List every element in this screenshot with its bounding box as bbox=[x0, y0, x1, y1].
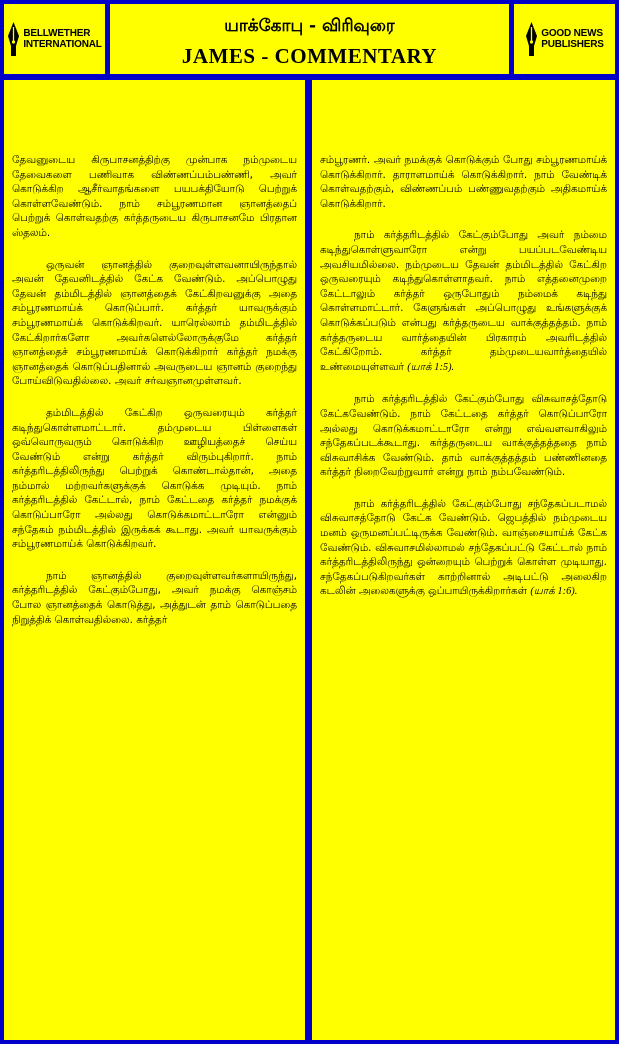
verse-reference: (யாக் 1:6). bbox=[530, 586, 578, 598]
left-paragraph-4: நாம் ஞானத்தில் குறைவுள்ளவர்களாயிருந்து, கர்த்தரிடத்தில் கேட்கும்போது, அவர் நமக்கு கொஞ்சம் போல ஞானத்தைக் கொடுத்து, அத்துடன் தாம் கொடுப்பதை நிறுத்திக் கொள்வதில்லை. கர்த்தர் bbox=[12, 569, 297, 626]
pen-nib-icon bbox=[7, 22, 20, 56]
good-news-line1: GOOD NEWS bbox=[541, 28, 603, 39]
right-paragraph-4 bbox=[320, 497, 607, 600]
left-paragraph-1: தேவனுடைய கிருபாசனத்திற்கு முன்பாக நம்முடைய தேவைகளை பணிவாக விண்ணப்பம்பண்ணி, அவர் கொடுக்கிற ஆசீர்வாதங்களை பயபக்தியோடு பெற்றுக் கொள்ளவேண்டும். நாம் சம்பூரணமான ஞானத்தைப் பெற்றுக் கொள்வதற்கு கர்த்தருடைய கிருபாசனமே பிரதான ஸ்தலம். bbox=[12, 154, 297, 239]
bellwether-line1: BELLWETHER bbox=[23, 28, 91, 39]
left-paragraph-2: ஒருவன் ஞானத்தில் குறைவுள்ளவனாயிருந்தால் அவன் தேவனிடத்தில் கேட்க வேண்டும். அப்பொழுது தேவன் தம்மிடத்தில் ஞானத்தைக் கேட்கிறவனுக்கு அதை சம்பூரணமாய்க் கொடுப்பார். கர்த்தர் யாவருக்கும் சம்பூரணமாய்க் கொடுக்கிறவர். யாரெல்லாம் தம்மிடத்தில் கேட்கிறார்களோ அவர்களெல்லோருக்குமே கர்த்தர் ஞானத்தைச் சம்பூரணமாய்க் கொடுக்கிறார் கர்த்தர் நமக்கு ஞானத்தைக் கொடுப்பதினால் அவருடைய ஞானம் குறைந்து போய்விடுவதில்லை. அவர் சர்வஞானமுள்ளவர். bbox=[12, 258, 297, 388]
right-column bbox=[312, 80, 615, 1040]
english-title: JAMES - COMMENTARY bbox=[181, 44, 438, 68]
left-column bbox=[4, 80, 305, 1040]
left-paragraph-3: தம்மிடத்தில் கேட்கிற ஒருவரையும் கர்த்தர் கடிந்துகொள்ளமாட்டார். தம்முடைய பிள்ளைகள் ஒவ்வொருவரும் கொடுக்கிற ஊழியத்தைச் செய்ய வேண்டும் என்று கர்த்தர் விரும்புகிறார். நாம் கர்த்தரிடத்திலிருந்து பெற்றுக் கொண்டால்தான், அதை நம்மால் மற்றவர்களுக்குக் கொடுக்க முடியும். நாம் கர்த்தரிடத்தில் கேட்டால், நாம் கேட்டதை கர்த்தர் நமக்குக் கொடுப்பாரோ அல்லது கொடுக்கமாட்டாரோ என்னும் சந்தேகம் நம்மிடத்தில் இருக்கக் கூடாது. அவர் யாவருக்கும் சம்பூரணமாய்க் கொடுக்கிறவர். bbox=[12, 406, 297, 551]
pen-nib-icon bbox=[525, 22, 538, 56]
good-news-logo bbox=[514, 4, 615, 74]
right-paragraph-3: நாம் கர்த்தரிடத்தில் கேட்கும்போது விசுவாசத்தோடு கேட்கவேண்டும். நாம் கேட்டதை கர்த்தர் கொடுப்பாரோ அல்லது கொடுக்கமாட்டாரோ என்று எவ்வளவாகிலும் சந்தேகப்படக்கூடாது. கர்த்தருடைய வாக்குத்தத்ததை நாம் விசுவாசிக்க வேண்டும். தாம் வாக்குத்தத்தம் பண்ணினதை கர்த்தர் நிறைவேற்றுவார் என்று நாம் நம்பவேண்டும். bbox=[320, 393, 607, 479]
bellwether-line2: INTERNATIONAL bbox=[23, 39, 102, 50]
right-paragraph-1: சம்பூரணர். அவர் நமக்குக் கொடுக்கும் போது சம்பூரணமாய்க் கொடுக்கிறார். தாராளமாய்க் கொடுக்கிறார். நாம் வேண்டிக் கொள்வதற்கும், விண்ணப்பம் பண்ணுவதற்கும் அதிகமாய்க் கொடுக்கிறார். bbox=[320, 154, 607, 210]
good-news-line2: PUBLISHERS bbox=[541, 39, 604, 50]
verse-reference: (யாக் 1:5). bbox=[407, 361, 455, 373]
right-paragraph-4-text: நாம் கர்த்தரிடத்தில் கேட்கும்போது சந்தேகப்படாமல் விசுவாசத்தோடு கேட்க வேண்டும். ஜெபத்தில் நம்முடைய மனம் ஒருமனப்பட்டிருக்க வேண்டும். வாஞ்சையாய்க் கேட்க வேண்டும். விசுவாசமில்லாமல் சந்தேகப்பட்டு கேட்டால் நாம் கர்த்தரிடத்திலிருந்து ஒன்றையும் பெற்றுக் கொள்ள முடியாது. சந்தேகப்படுகிறவர்கள் காற்றினால் அடிபட்டு அலைகிற கடலின் அலைகளுக்கு ஒப்பாயிருக்கிறார்கள் bbox=[320, 497, 607, 598]
right-paragraph-2 bbox=[320, 228, 607, 375]
bellwether-logo-text bbox=[23, 28, 101, 50]
title-panel bbox=[110, 4, 509, 74]
bellwether-logo bbox=[4, 4, 105, 74]
tamil-title: யாக்கோபு - விரிவுரை bbox=[224, 16, 395, 36]
good-news-logo-text bbox=[541, 28, 603, 50]
right-paragraph-2-text: நாம் கர்த்தரிடத்தில் கேட்கும்போது அவர் நம்மை கடிந்துகொள்ளுவாரோ என்று பயப்படவேண்டிய அவசியமில்லை. நம்முடைய தேவன் தம்மிடத்தில் கேட்கிற ஒருவரையும் கடிந்துகொள்ளாதவர். நாம் எத்தனைமுறை கேட்டாலும் கர்த்தர் ஒருபோதும் நம்மைக் கடிந்து கொள்ளமாட்டார். கேளுங்கள் அப்பொழுது உங்களுக்குக் கொடுக்கப்படும் என்பது கர்த்தருடைய வாக்குத்தத்தம். நாம் கர்த்தருடைய வார்த்தையின் பிரகாரம் அவரிடத்தில் கேட்கிறோம். கர்த்தர் தம்முடையவார்த்தையில் உண்மையுள்ளவர் bbox=[320, 229, 607, 373]
